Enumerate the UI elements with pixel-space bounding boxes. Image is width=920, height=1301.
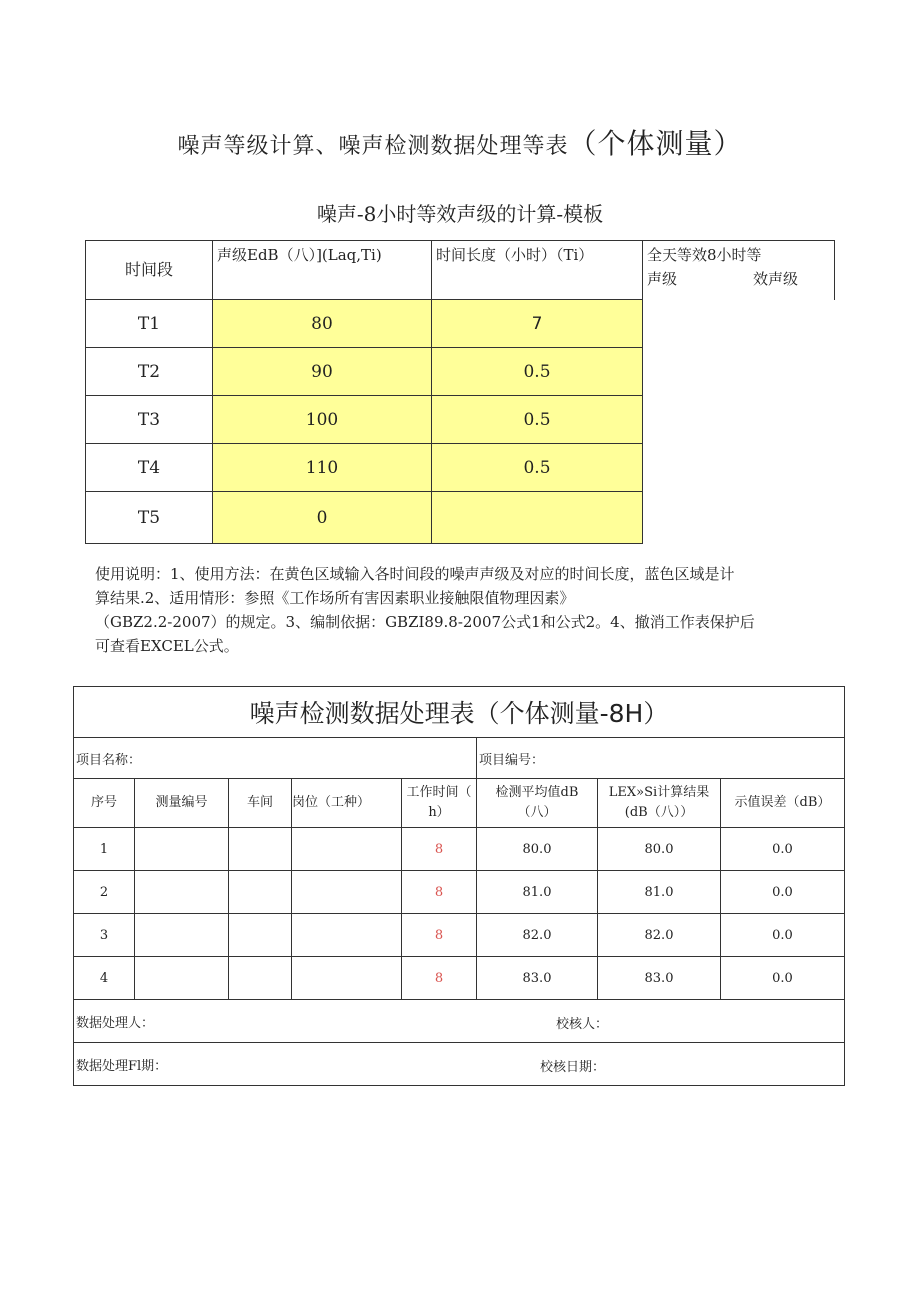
result-cell: [643, 396, 835, 444]
seq-cell: 2: [74, 871, 135, 914]
result-cell: [643, 348, 835, 396]
table-row: [74, 828, 845, 871]
table-row: [74, 914, 845, 957]
date-row: [74, 1043, 845, 1086]
level-input-cell[interactable]: 80: [213, 300, 432, 348]
avg-cell[interactable]: 80.0: [477, 828, 598, 871]
seq-cell: 4: [74, 957, 135, 1000]
seq-cell: 3: [74, 914, 135, 957]
usage-instructions: [95, 562, 885, 658]
period-cell: T4: [86, 444, 213, 492]
col-post: 岗位（工种）: [292, 779, 402, 828]
level-input-cell[interactable]: 100: [213, 396, 432, 444]
col-seq: 序号: [74, 779, 135, 828]
error-cell: 0.0: [721, 957, 845, 1000]
duration-input-cell[interactable]: [432, 492, 643, 544]
header-level: 声级EdB（八）](Laq,Ti): [213, 241, 432, 300]
table-row: [74, 957, 845, 1000]
col-work-time-line2: h）: [428, 805, 450, 820]
workshop-cell[interactable]: [229, 828, 292, 871]
calc-row: [86, 348, 835, 396]
instruction-line: 可查看EXCEL公式。: [95, 637, 239, 655]
project-name-field[interactable]: 项目名称：: [74, 738, 477, 779]
header-period: 时间段: [86, 241, 213, 300]
col-workshop: 车间: [229, 779, 292, 828]
work-time-cell[interactable]: 8: [402, 957, 477, 1000]
avg-cell[interactable]: 81.0: [477, 871, 598, 914]
data-table: [73, 686, 845, 1086]
measure-no-cell[interactable]: [135, 828, 229, 871]
lex-cell: 80.0: [598, 828, 721, 871]
calc-row: [86, 444, 835, 492]
instruction-line: 使用说明：1、使用方法：在黄色区域输入各时间段的噪声声级及对应的时间长度，蓝色区域是计: [95, 565, 735, 583]
post-cell[interactable]: [292, 957, 402, 1000]
result-cell: [643, 300, 835, 348]
processor-row: [74, 1000, 845, 1043]
error-cell: 0.0: [721, 871, 845, 914]
calc-table: [85, 240, 835, 544]
col-work-time-line1: 工作时间（: [406, 785, 472, 800]
col-avg-line1: 检测平均值dB: [495, 785, 579, 800]
calc-row: [86, 300, 835, 348]
level-input-cell[interactable]: 90: [213, 348, 432, 396]
period-cell: T1: [86, 300, 213, 348]
measure-no-cell[interactable]: [135, 957, 229, 1000]
header-result-line1: 全天等效8小时等: [647, 246, 762, 264]
page-title-suffix: （个体测量）: [568, 127, 743, 160]
instruction-line: 算结果.2、适用情形：参照《工作场所有害因素职业接触限值物理因素》: [95, 589, 575, 607]
col-work-time: [402, 779, 477, 828]
processor-field[interactable]: 数据处理人：: [76, 1015, 155, 1031]
post-cell[interactable]: [292, 914, 402, 957]
level-input-cell[interactable]: 110: [213, 444, 432, 492]
header-result-line2a: 声级: [647, 270, 678, 288]
duration-input-cell[interactable]: 0.5: [432, 396, 643, 444]
lex-cell: 81.0: [598, 871, 721, 914]
work-time-cell[interactable]: 8: [402, 871, 477, 914]
col-avg: [477, 779, 598, 828]
period-cell: T5: [86, 492, 213, 544]
lex-cell: 82.0: [598, 914, 721, 957]
avg-cell[interactable]: 83.0: [477, 957, 598, 1000]
header-result-line2b: 效声级: [753, 270, 799, 288]
page-title-main: 噪声等级计算、噪声检测数据处理等表: [177, 134, 569, 159]
header-result: [643, 241, 835, 300]
page-title: [0, 122, 920, 162]
calc-row: [86, 492, 835, 544]
process-date-field[interactable]: 数据处理Fl期：: [76, 1058, 168, 1074]
post-cell[interactable]: [292, 828, 402, 871]
measure-no-cell[interactable]: [135, 914, 229, 957]
workshop-cell[interactable]: [229, 914, 292, 957]
header-duration: 时间长度（小时）（Ti）: [432, 241, 643, 300]
period-cell: T2: [86, 348, 213, 396]
workshop-cell[interactable]: [229, 871, 292, 914]
error-cell: 0.0: [721, 828, 845, 871]
measure-no-cell[interactable]: [135, 871, 229, 914]
work-time-cell[interactable]: 8: [402, 828, 477, 871]
lex-cell: 83.0: [598, 957, 721, 1000]
table-row: [74, 871, 845, 914]
col-avg-line2: （八）: [517, 805, 557, 820]
level-input-cell[interactable]: 0: [213, 492, 432, 544]
col-lex-line2: (dB（八））: [624, 805, 694, 820]
duration-input-cell[interactable]: 0.5: [432, 348, 643, 396]
error-cell: 0.0: [721, 914, 845, 957]
instruction-line: （GBZ2.2-2007）的规定。3、编制依据：GBZI89.8-2007公式1和公式2。4、撤消工作表保护后: [95, 613, 755, 631]
duration-input-cell[interactable]: 7: [432, 300, 643, 348]
calc-row: [86, 396, 835, 444]
result-cell: [643, 492, 835, 544]
calc-subtitle: 噪声-8小时等效声级的计算-模板: [316, 202, 604, 226]
duration-input-cell[interactable]: 0.5: [432, 444, 643, 492]
result-cell: [643, 444, 835, 492]
post-cell[interactable]: [292, 871, 402, 914]
col-error: 示值误差（dB）: [721, 779, 845, 828]
seq-cell: 1: [74, 828, 135, 871]
period-cell: T3: [86, 396, 213, 444]
checker-field[interactable]: 校核人：: [556, 1017, 609, 1032]
col-lex: [598, 779, 721, 828]
workshop-cell[interactable]: [229, 957, 292, 1000]
check-date-field[interactable]: 校核日期：: [540, 1060, 606, 1075]
avg-cell[interactable]: 82.0: [477, 914, 598, 957]
data-table-title: 噪声检测数据处理表（个体测量-8H）: [74, 687, 845, 738]
col-measure-no: 测量编号: [135, 779, 229, 828]
work-time-cell[interactable]: 8: [402, 914, 477, 957]
col-lex-line1: LEX»Si计算结果: [608, 785, 710, 800]
project-no-field[interactable]: 项目编号：: [477, 738, 845, 779]
